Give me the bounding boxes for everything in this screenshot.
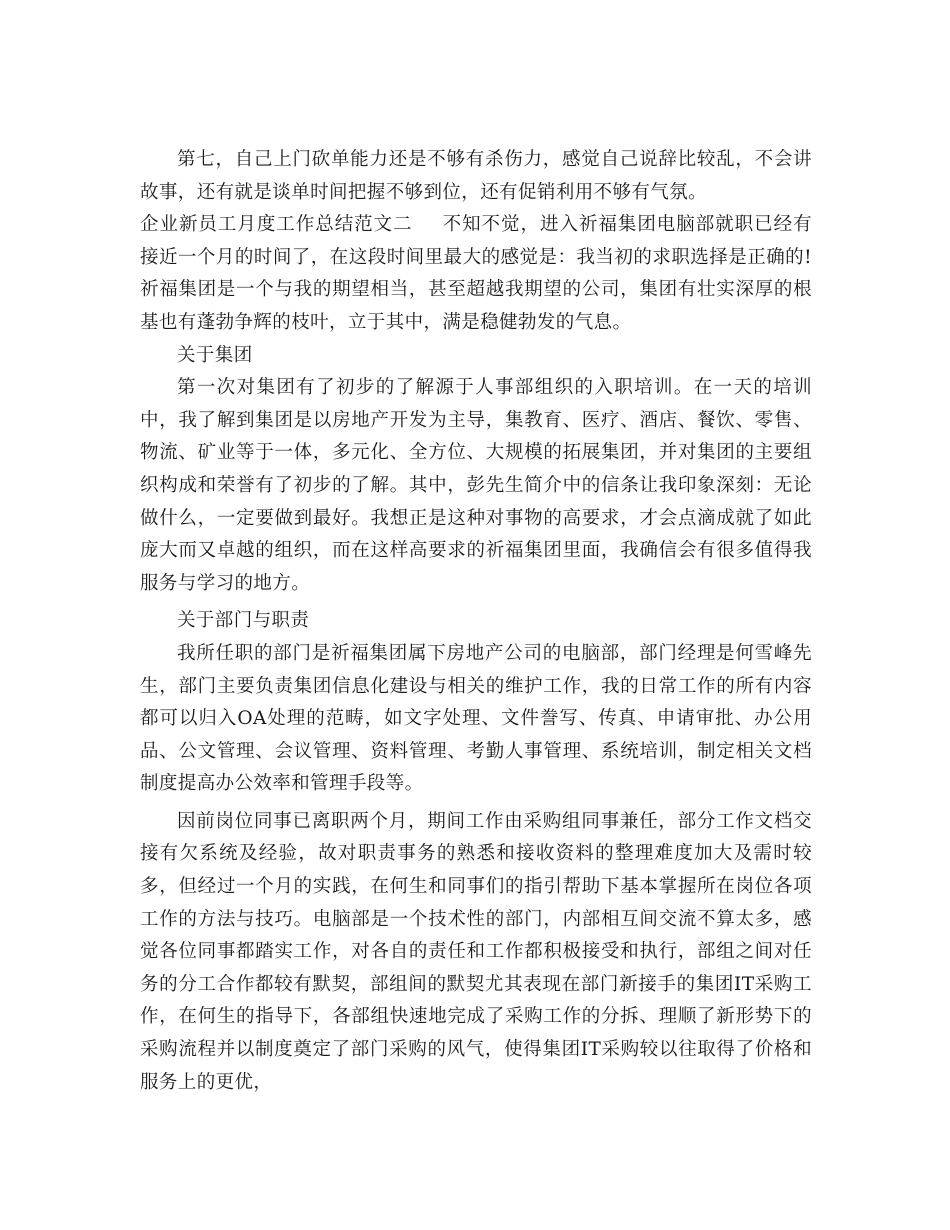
paragraph-work-experience: 因前岗位同事已离职两个月，期间工作由采购组同事兼任，部分工作文档交接有欠系统及经验，故对职责事务的熟悉和接收资料的整理难度加大及需时较多，但经过一个月的实践，在何生和同事们的指引帮助下基本掌握所在岗位各项工作的方法与技巧。电脑部是一个技术性的部门，内部相互间交流不算太多，感觉各位同事都踏实工作，对各自的责任和工作都积极接受和执行，部组之间对任务的分工合作都较有默契，部组间的默契尤其表现在部门新接手的集团IT采购工作，在何生的指导下，各部组快速地完成了采购工作的分拆、理顺了新形势下的采购流程并以制度奠定了部门采购的风气，使得集团IT采购较以往取得了价格和服务上的更优， [140,810,812,1093]
paragraph-about-department: 我所任职的部门是祈福集团属下房地产公司的电脑部，部门经理是何雪峰先生，部门主要负责集团信息化建设与相关的维护工作，我的日常工作的所有内容都可以归入OA处理的范畴，如文字处理、文件誊写、传真、申请审批、办公用品、公文管理、会议管理、资料管理、考勤人事管理、系统培训，制定相关文档制度提高办公效率和管理手段等。 [140,642,812,795]
heading-about-department: 关于部门与职责 [177,610,310,632]
section-title: 企业新员工月度工作总结范文二 [140,214,413,236]
paragraph-about-group: 第一次对集团有了初步的了解源于人事部组织的入职培训。在一天的培训中，我了解到集团是以房地产开发为主导，集教育、医疗、酒店、餐饮、零售、物流、矿业等于一体，多元化、全方位、大规模的拓展集团，并对集团的主要组织构成和荣誉有了初步的了解。其中，彭先生简介中的信条让我印象深刻：无论做什么，一定要做到最好。我想正是这种对事物的高要求，才会点滴成就了如此庞大而又卓越的组织，而在这样高要求的祈福集团里面，我确信会有很多值得我服务与学习的地方。 [140,377,812,594]
section-intro [140,209,812,339]
intro-text: 不知不觉，进入祈福集团电脑部就职已经有接近一个月的时间了，在这段时间里最大的感觉是：我当初的求职选择是正确的!祈福集团是一个与我的期望相当，甚至超越我期望的公司，集团有壮实深厚的根基也有蓬勃争辉的枝叶，立于其中，满是稳健勃发的气息。 [140,214,812,333]
heading-about-group: 关于集团 [177,344,253,366]
document-body [140,144,812,1099]
paragraph-seventh-point: 第七，自己上门砍单能力还是不够有杀伤力，感觉自己说辞比较乱，不会讲故事，还有就是谈单时间把握不够到位，还有促销利用不够有气氛。 [140,149,812,203]
